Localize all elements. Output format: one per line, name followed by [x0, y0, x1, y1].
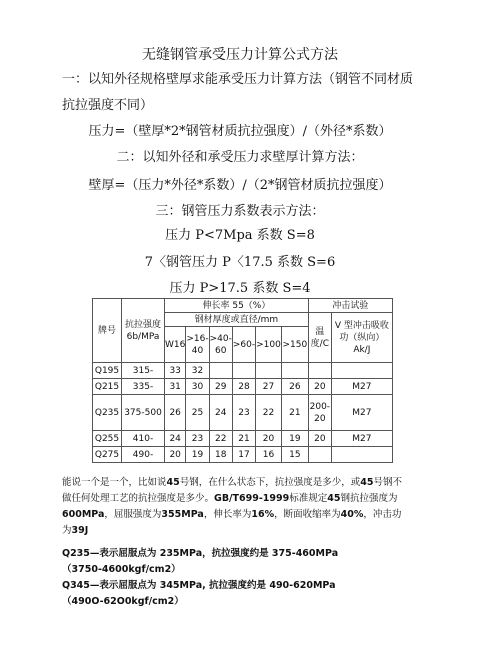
thickness-col: >16-40: [186, 327, 209, 363]
cell-value: 20: [256, 431, 282, 447]
cell-grade: Q195: [93, 363, 122, 379]
table-row: [93, 431, 393, 447]
cell-grade: Q215: [93, 379, 122, 395]
cell-ak: M27: [331, 379, 392, 395]
coefficient-low: 压力 P<7Mpa 系数 S=8: [165, 228, 315, 243]
header-vnotch: V 型冲击吸收功（纵向）Ak/J: [331, 313, 392, 363]
cell-value: 26: [165, 395, 186, 431]
header-impact: 冲击试验: [308, 299, 392, 313]
cell-value: 21: [281, 395, 308, 431]
cell-value: 18: [209, 447, 232, 463]
cell-value: [256, 363, 282, 379]
cell-value: 24: [209, 395, 232, 431]
table-row: [93, 363, 393, 379]
cell-value: 25: [186, 395, 209, 431]
cell-value: 31: [165, 379, 186, 395]
cell-value: 20: [165, 447, 186, 463]
coefficient-high: 压力 P>17.5 系数 S=4: [169, 281, 311, 296]
cell-temp: [308, 447, 331, 463]
section-3-heading: 三：钢管压力系数表示方法：: [155, 204, 325, 219]
table-row: [93, 447, 393, 463]
steel-grade-table: [92, 298, 393, 463]
cell-value: [281, 363, 308, 379]
cell-value: 17: [232, 447, 255, 463]
cell-strength: 410-: [122, 431, 165, 447]
cell-value: 23: [232, 395, 255, 431]
thickness-col: W16: [165, 327, 186, 363]
thickness-col: >100: [256, 327, 282, 363]
cell-value: 30: [186, 379, 209, 395]
formula-pressure: 压力=（壁厚*2*钢管材质抗拉强度）/（外径*系数）: [88, 124, 392, 139]
cell-value: [232, 363, 255, 379]
cell-value: 16: [256, 447, 282, 463]
cell-temp: 20: [308, 379, 331, 395]
q345-note: Q345—表示屈服点为 345MPa, 抗拉强度约是 490-620MPa: [62, 580, 336, 591]
cell-value: 29: [209, 379, 232, 395]
cell-ak: [331, 363, 392, 379]
q235-note-unit: （3750-4600kgf/cm2）: [62, 564, 181, 575]
cell-value: 33: [165, 363, 186, 379]
section-2-heading: 二：以知外径和承受压力求壁厚计算方法：: [116, 150, 364, 165]
section-1-heading: 一：以知外径规格壁厚求能承受压力计算方法（钢管不同材质: [62, 72, 414, 87]
cell-grade: Q275: [93, 447, 122, 463]
cell-temp: [308, 363, 331, 379]
cell-ak: M27: [331, 395, 392, 431]
cell-strength: 375-500: [122, 395, 165, 431]
cell-value: 26: [281, 379, 308, 395]
cell-ak: M27: [331, 431, 392, 447]
cell-value: 23: [186, 431, 209, 447]
q345-note-unit: （490O-62O0kgf/cm2）: [62, 596, 184, 607]
header-elongation: 伸长率 55（%）: [165, 299, 309, 313]
cell-value: 15: [281, 447, 308, 463]
section-1-heading-cont: 抗拉强度不同）: [62, 98, 154, 113]
cell-strength: 490-: [122, 447, 165, 463]
cell-strength: 335-: [122, 379, 165, 395]
cell-value: 19: [186, 447, 209, 463]
header-grade: 牌号: [93, 299, 122, 363]
cell-value: 24: [165, 431, 186, 447]
header-thickness: 钢材厚度或直径/mm: [165, 313, 309, 327]
header-temperature: 温度/C: [308, 313, 331, 363]
cell-value: 22: [256, 395, 282, 431]
thickness-col: >40-60: [209, 327, 232, 363]
q235-note: Q235—表示屈服点为 235MPa，抗拉强度约是 375-460MPa: [62, 548, 339, 559]
thickness-col: >150: [281, 327, 308, 363]
coefficient-mid: 7〈钢管压力 P〈17.5 系数 S=6: [144, 255, 336, 270]
thickness-col: >60-: [232, 327, 255, 363]
explanation-paragraph: 能说一个是一个，比如说45号钢，在什么状态下，抗拉强度是多少，或45号钢不做任何处理工艺的抗拉强度是多少。GB/T699-1999标准规定45钢抗拉强度为600MPa，屈服强度为355MPa，伸长率为16%，断面收缩率为40%，冲击功为39J: [62, 477, 403, 536]
cell-value: 28: [232, 379, 255, 395]
cell-ak: [331, 447, 392, 463]
header-strength: 抗拉强度6b/MPa: [122, 299, 165, 363]
cell-temp: 200-20: [308, 395, 331, 431]
cell-value: [209, 363, 232, 379]
formula-thickness: 壁厚=（压力*外径*系数）/（2*钢管材质抗拉强度）: [88, 178, 392, 193]
table-row: [93, 395, 393, 431]
cell-value: 32: [186, 363, 209, 379]
cell-value: 27: [256, 379, 282, 395]
cell-value: 19: [281, 431, 308, 447]
cell-value: 22: [209, 431, 232, 447]
cell-temp: 20: [308, 431, 331, 447]
cell-value: 21: [232, 431, 255, 447]
table-row: [93, 379, 393, 395]
cell-grade: Q235: [93, 395, 122, 431]
page-title: 无缝钢管承受压力计算公式方法: [142, 47, 338, 63]
cell-grade: Q255: [93, 431, 122, 447]
cell-strength: 315-: [122, 363, 165, 379]
